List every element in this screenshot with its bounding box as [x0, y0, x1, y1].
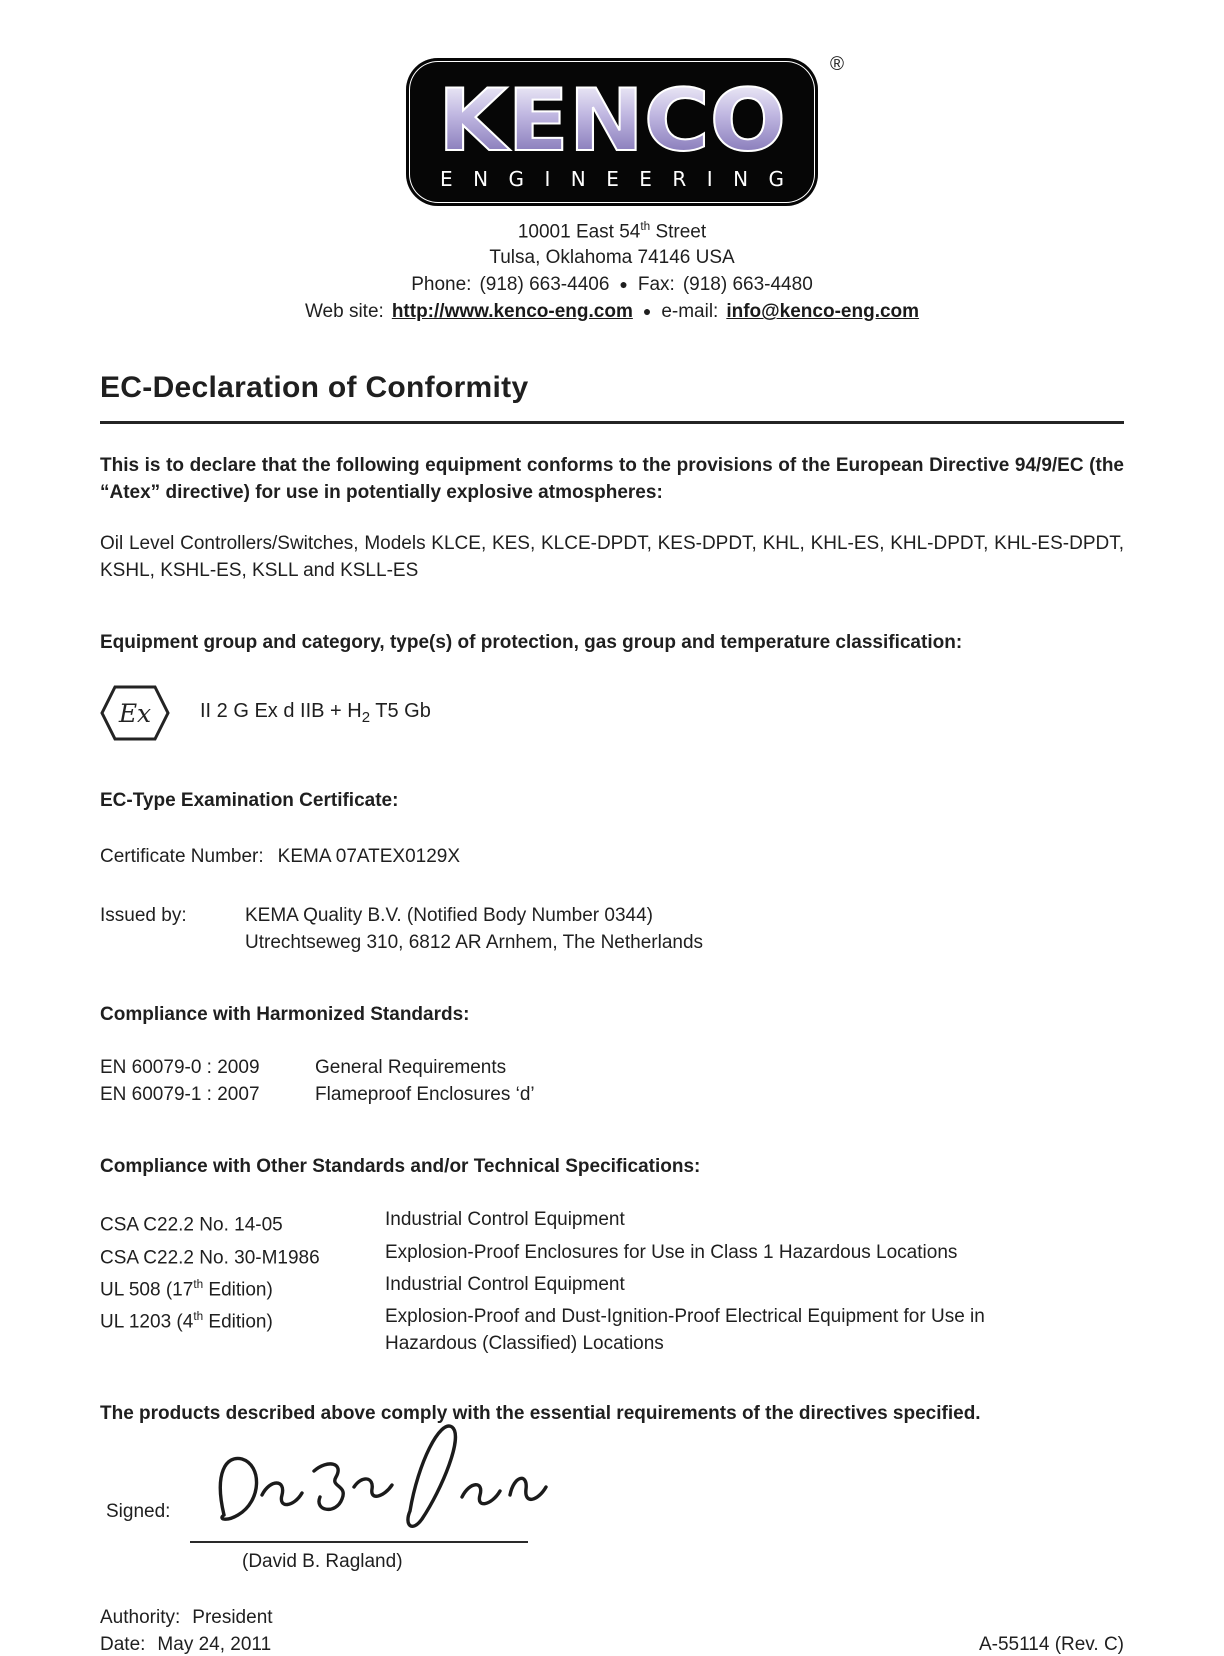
bullet-separator-icon: ● — [619, 276, 628, 293]
standard-description: General Requirements — [315, 1057, 507, 1079]
standard-code — [100, 1303, 385, 1335]
authority-row — [100, 1607, 1124, 1629]
standard-code — [100, 1271, 385, 1303]
table-row — [100, 1081, 1124, 1108]
website-link[interactable]: http://www.kenco-eng.com — [391, 301, 633, 323]
standard-code-pre: UL 1203 (4 — [100, 1311, 194, 1333]
classification-sub: 2 — [361, 709, 371, 727]
classification-pre: II 2 G Ex d IIB + H — [200, 700, 362, 723]
certificate-number-row — [100, 846, 1124, 868]
document-number: A-55114 (Rev. C) — [978, 1634, 1124, 1656]
certificate-heading: EC-Type Examination Certificate: — [100, 790, 399, 812]
phone-label: Phone: — [411, 274, 472, 296]
standard-code-sup: th — [193, 1310, 204, 1324]
address-street-pre: 10001 East 54 — [517, 221, 641, 243]
standard-code — [100, 1206, 385, 1238]
phone-value: (918) 663-4406 — [479, 274, 610, 296]
address-city-line: Tulsa, Oklahoma 74146 USA — [489, 247, 735, 269]
email-link[interactable]: info@kenco-eng.com — [726, 301, 920, 323]
logo-block — [100, 54, 1124, 206]
declaration-intro: This is to declare that the following equipment conforms to the provisions of the European Directive 94/9/EC (the “Atex” directive) for use in potentially explosive atmospheres: — [100, 455, 1124, 504]
website-label: Web site: — [304, 301, 384, 323]
registered-trademark-icon: ® — [830, 54, 844, 75]
standard-code: EN 60079-1 : 2007 — [100, 1084, 260, 1106]
certificate-number-label: Certificate Number: — [100, 846, 264, 868]
standard-description: Industrial Control Equipment — [385, 1273, 625, 1295]
standard-code — [100, 1239, 385, 1271]
compliance-statement: The products described above comply with the essential requirements of the directives specified. — [100, 1403, 981, 1425]
other-standards-table — [100, 1206, 1124, 1357]
standard-code: EN 60079-0 : 2009 — [100, 1057, 260, 1079]
date-value: May 24, 2011 — [157, 1634, 272, 1656]
atex-row — [100, 684, 1124, 742]
table-row — [100, 1303, 1124, 1357]
fax-label: Fax: — [637, 274, 675, 296]
authority-value: President — [192, 1607, 273, 1629]
kenco-logo-svg — [422, 66, 802, 198]
signature-image — [196, 1403, 556, 1553]
address-street-post: Street — [650, 221, 707, 243]
standard-description: Industrial Control Equipment — [385, 1209, 625, 1231]
phone-fax-line — [100, 271, 1124, 298]
table-row — [100, 1239, 1124, 1271]
issued-by-row — [100, 902, 1124, 956]
standard-code-pre: UL 508 (17 — [100, 1279, 194, 1301]
signed-label: Signed: — [106, 1501, 171, 1523]
fax-value: (918) 663-4480 — [682, 274, 813, 296]
table-row — [100, 1271, 1124, 1303]
address-street-line — [100, 214, 1124, 245]
date-row — [100, 1634, 1124, 1656]
date-group — [100, 1634, 271, 1656]
standard-description: Explosion-Proof Enclosures for Use in Class 1 Hazardous Locations — [385, 1241, 958, 1263]
address-block — [100, 214, 1124, 325]
authority-label: Authority: — [100, 1607, 181, 1629]
certificate-number-value: KEMA 07ATEX0129X — [277, 846, 461, 868]
issuer-block — [245, 902, 703, 956]
equipment-models: Oil Level Controllers/Switches, Models KLCE, KES, KLCE-DPDT, KES-DPDT, KHL, KHL-ES, KHL-DPDT, KHL-ES-DPDT, KSHL, KSHL-ES, KSLL and KSLL-ES — [100, 533, 1124, 582]
table-row — [100, 1054, 1124, 1081]
classification-post: T5 Gb — [370, 700, 431, 723]
logo-subtitle-text: ENGINEERING — [440, 167, 784, 191]
logo-brand-text: KENCO — [438, 71, 786, 171]
standard-code-post: Edition) — [203, 1311, 273, 1333]
signature-area — [100, 1429, 1124, 1587]
other-standards-heading: Compliance with Other Standards and/or Technical Specifications: — [100, 1156, 701, 1178]
web-email-line — [100, 298, 1124, 325]
email-label: e-mail: — [661, 301, 719, 323]
address-street-sup: th — [640, 220, 651, 233]
kenco-logo — [406, 54, 844, 206]
issuer-line-1: KEMA Quality B.V. (Notified Body Number 0344) — [245, 905, 653, 927]
harmonized-table — [100, 1054, 1124, 1108]
harmonized-heading: Compliance with Harmonized Standards: — [100, 1004, 470, 1026]
date-label: Date: — [100, 1634, 146, 1656]
standard-description: Explosion-Proof and Dust-Ignition-Proof Electrical Equipment for Use in Hazardous (Classified) Locations — [385, 1306, 985, 1355]
table-row — [100, 1206, 1124, 1238]
standard-code-sup: th — [193, 1277, 204, 1291]
atex-ex-glyph: Ex — [118, 699, 152, 729]
page-title: EC-Declaration of Conformity — [100, 371, 529, 405]
standard-code-post: Edition) — [203, 1279, 273, 1301]
issued-by-label: Issued by: — [100, 905, 187, 927]
standard-code-pre: CSA C22.2 No. 30-M1986 — [100, 1246, 320, 1268]
standard-code-pre: CSA C22.2 No. 14-05 — [100, 1214, 283, 1236]
issuer-line-2: Utrechtseweg 310, 6812 AR Arnhem, The Netherlands — [245, 932, 704, 954]
equipment-heading: Equipment group and category, type(s) of protection, gas group and temperature classification: — [100, 632, 963, 654]
title-divider — [100, 421, 1124, 424]
signer-name: (David B. Ragland) — [242, 1551, 403, 1573]
atex-ex-icon — [100, 684, 170, 742]
classification-text — [200, 700, 431, 726]
bullet-separator-icon: ● — [642, 303, 652, 320]
standard-description: Flameproof Enclosures ‘d’ — [315, 1084, 535, 1106]
